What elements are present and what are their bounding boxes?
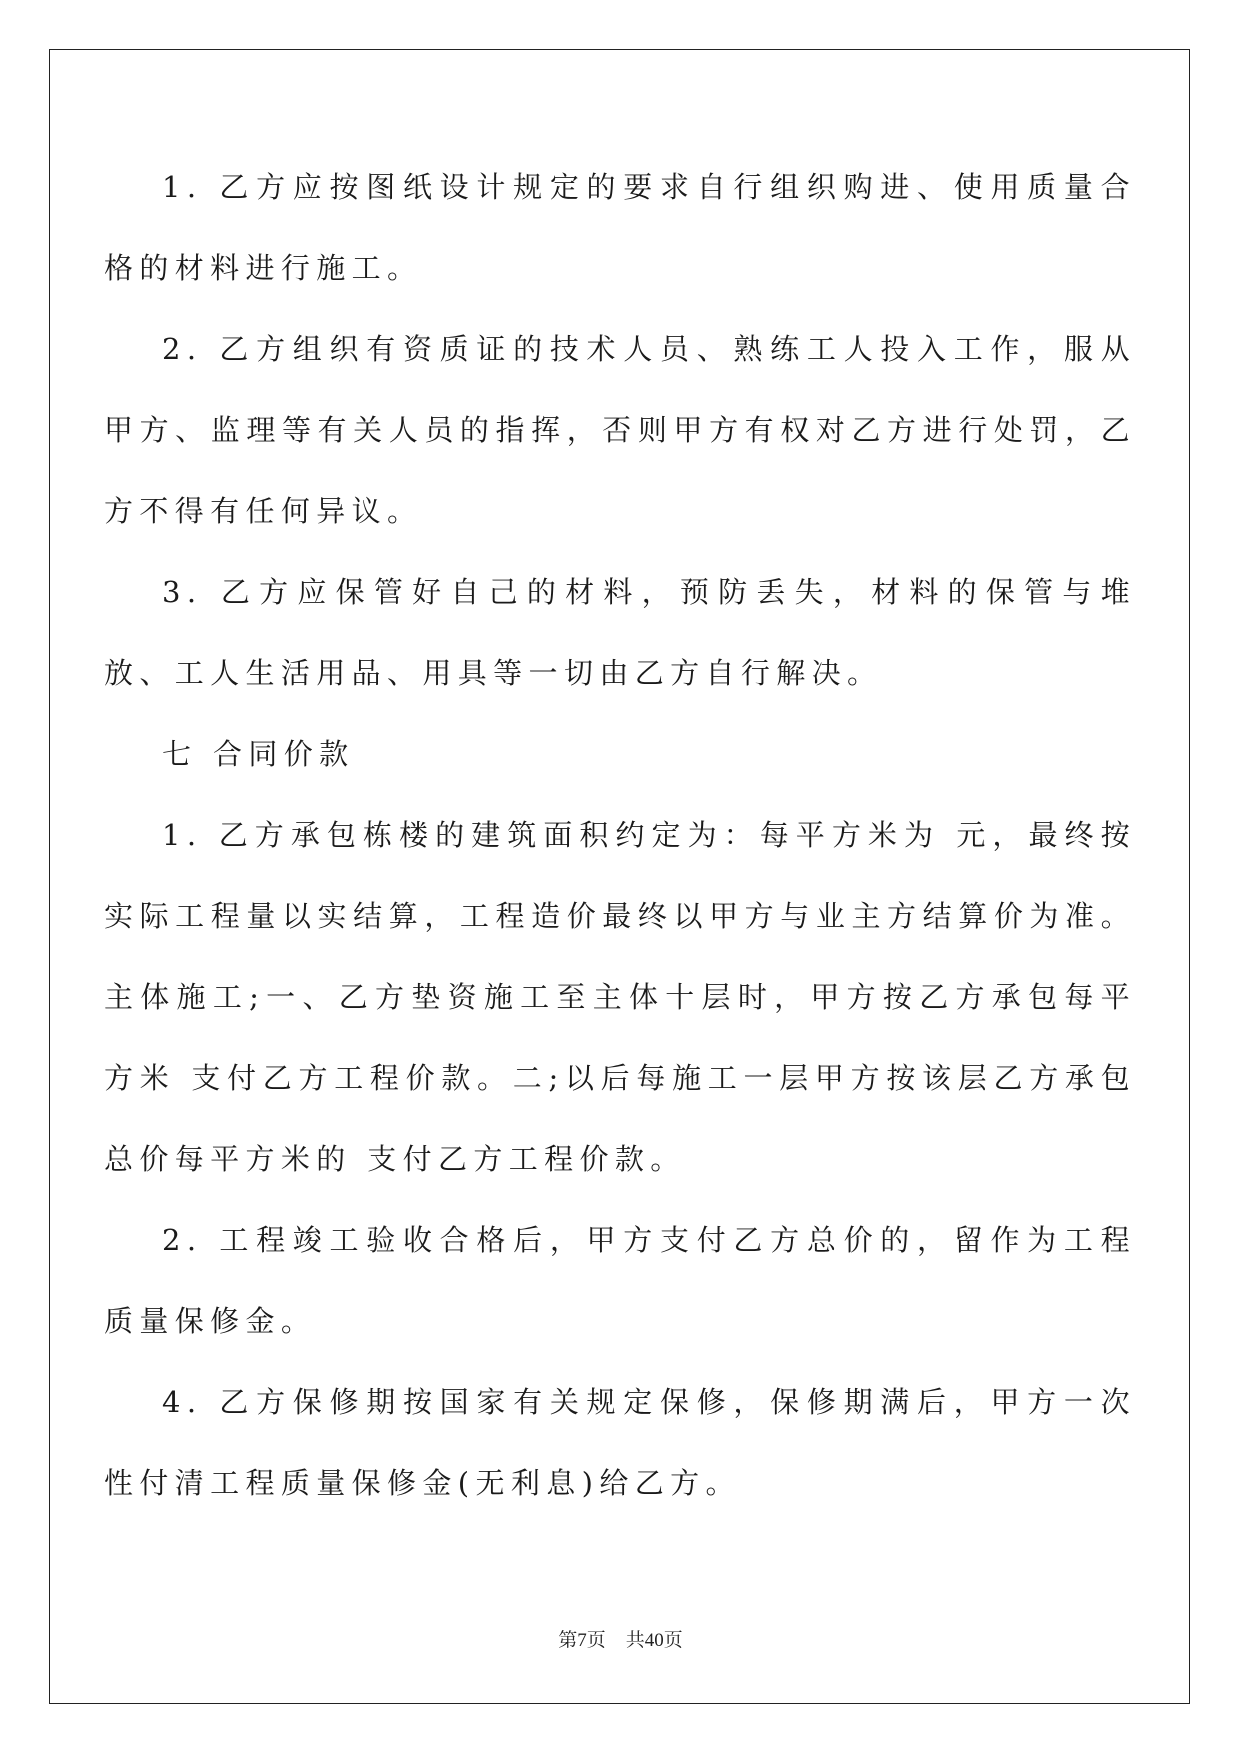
paragraph-storage: 3. 乙方应保管好自己的材料，预防丢失，材料的保管与堆放、工人生活用品、用具等一切由乙方自行解决。 (104, 575, 1136, 690)
paragraph-price-terms: 1. 乙方承包栋楼的建筑面积约定为：每平方米为 元，最终按实际工程量以实结算，工程造价最终以甲方与业主方结算价为准。主体施工;一、乙方垫资施工至主体十层时，甲方按乙方承包每平方米 支付乙方工程价款。二;以后每施工一层甲方按该层乙方承包总价每平方米的 支付乙方工程价款。 (104, 818, 1136, 1176)
paragraph-acceptance: 2. 工程竣工验收合格后，甲方支付乙方总价的，留作为工程质量保修金。 (104, 1223, 1136, 1338)
document-body (104, 147, 1136, 1524)
paragraph-warranty: 4. 乙方保修期按国家有关规定保修，保修期满后，甲方一次性付清工程质量保修金(无利息)给乙方。 (104, 1385, 1136, 1500)
section-heading-contract-price: 七 合同价款 (162, 737, 355, 771)
page-footer (0, 1629, 1241, 1653)
paragraph-materials: 1. 乙方应按图纸设计规定的要求自行组织购进、使用质量合格的材料进行施工。 (104, 170, 1136, 285)
page-total: 共40页 (625, 1630, 683, 1651)
page-number: 第7页 (558, 1630, 606, 1651)
paragraph-personnel: 2. 乙方组织有资质证的技术人员、熟练工人投入工作，服从甲方、监理等有关人员的指挥，否则甲方有权对乙方进行处罚，乙方不得有任何异议。 (104, 332, 1136, 528)
